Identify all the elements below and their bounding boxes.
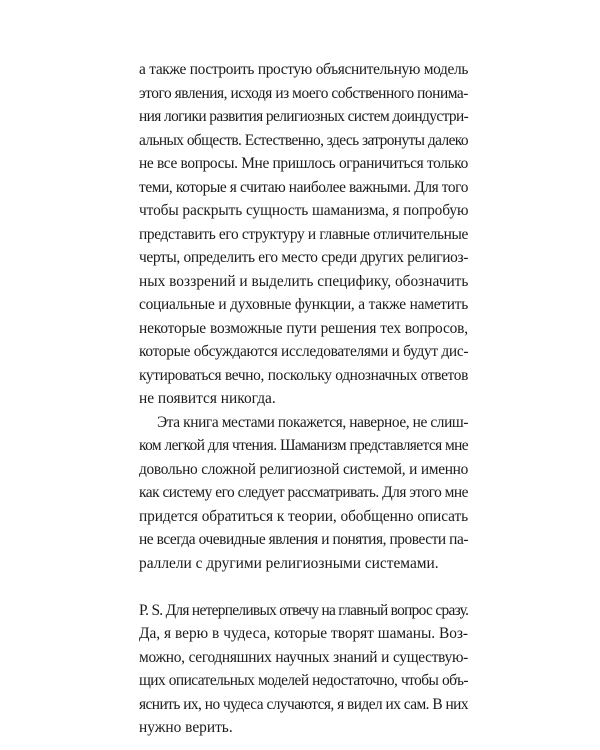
text-line: не все вопросы. Мне пришлось ограничиться только	[139, 155, 468, 172]
page-body	[139, 58, 468, 740]
text-line: ных воззрений и выделить специфику, обозначить	[139, 272, 469, 290]
text-line: Эта книга местами покажется, наверное, не слиш-	[157, 413, 469, 431]
text-line: этого явления, исходя из моего собственного понима-	[139, 84, 468, 102]
paragraph-intro	[139, 58, 468, 411]
paragraph-spacer	[139, 575, 468, 599]
text-line: Да, я верю в чудеса, которые творят шаманы. Воз-	[139, 625, 468, 642]
text-line: социальные и духовные функции, а также наметить	[139, 296, 468, 313]
text-line: можно, сегодняшних научных знаний и существую-	[139, 648, 468, 666]
text-line: придется обратиться к теории, обобщенно описать	[139, 507, 468, 525]
text-line: не всегда очевидные явления и понятия, провести па-	[139, 531, 468, 548]
text-line: теми, которые я считаю наиболее важными. Для того	[139, 178, 468, 196]
text-line: нужно верить.	[139, 719, 233, 736]
text-line: ния логики развития религиозных систем доиндустри-	[139, 108, 469, 125]
text-line: раллели с другими религиозными системами.	[139, 554, 439, 572]
text-line: представить его структуру и главные отличительные	[139, 225, 468, 243]
text-line: довольно сложной религиозной системой, и именно	[139, 460, 468, 478]
paragraph-book-difficulty	[139, 411, 468, 576]
text-line: а также построить простую объяснительную модель	[139, 61, 468, 78]
text-line: черты, определить его место среди других религиоз-	[139, 249, 468, 266]
text-line: как систему его следует рассматривать. Для этого мне	[139, 484, 468, 501]
text-line: некоторые возможные пути решения тех вопросов,	[139, 319, 468, 337]
text-line: которые обсуждаются исследователями и будут дис-	[139, 343, 469, 360]
text-line: P. S. Для нетерпеливых отвечу на главный вопрос сразу.	[139, 601, 469, 619]
text-line: альных обществ. Естественно, здесь затронуты далеко	[139, 131, 468, 149]
text-line: не появится никогда.	[139, 390, 276, 407]
paragraph-postscript	[139, 599, 468, 740]
text-line: щих описательных моделей недостаточно, чтобы объ-	[139, 672, 468, 689]
text-line: яснить их, но чудеса случаются, я видел их сам. В них	[139, 695, 468, 713]
text-line: чтобы раскрыть сущность шаманизма, я попробую	[139, 202, 469, 219]
text-line: кутироваться вечно, поскольку однозначных ответов	[139, 366, 468, 384]
text-line: ком легкой для чтения. Шаманизм представляется мне	[139, 437, 468, 454]
